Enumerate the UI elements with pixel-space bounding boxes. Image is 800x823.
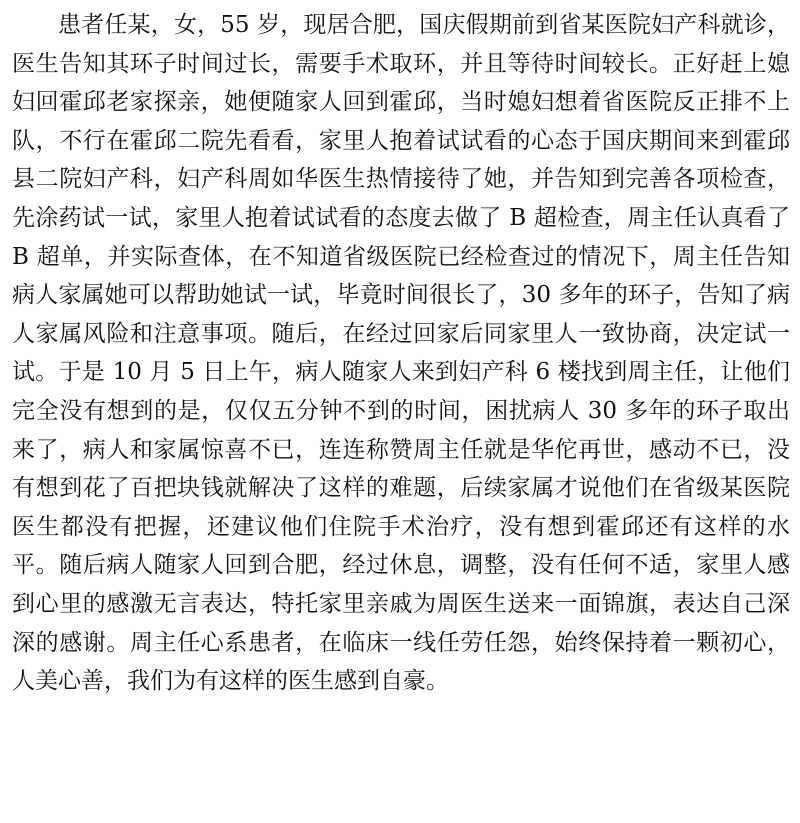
article-paragraph: 患者任某，女，55 岁，现居合肥，国庆假期前到省某医院妇产科就诊，医生告知其环子时间过长，需要手术取环，并且等待时间较长。正好赶上媳妇回霍邱老家探亲，她便随家人回到霍邱，当时媳妇想着省医院反正排不上队，不行在霍邱二院先看看，家里人抱着试试看的心态于国庆期间来到霍邱县二院妇产科，妇产科周如华医生热情接待了她，并告知到完善各项检查，先涂药试一试，家里人抱着试试看的态度去做了 B 超检查，周主任认真看了 B 超单，并实际查体，在不知道省级医院已经检查过的情况下，周主任告知病人家属她可以帮助她试一试，毕竟时间很长了，30 多年的环子，告知了病人家属风险和注意事项。随后，在经过回家后同家里人一致协商，决定试一试。于是 10 月 5 日上午，病人随家人来到妇产科 6 楼找到周主任，让他们完全没有想到的是，仅仅五分钟不到的时间，困扰病人 30 多年的环子取出来了，病人和家属惊喜不已，连连称赞周主任就是华佗再世，感动不已，没有想到花了百把块钱就解决了这样的难题，后续家属才说他们在省级某医院医生都没有把握，还建议他们住院手术治疗，没有想到霍邱还有这样的水平。随后病人随家人回到合肥，经过休息，调整，没有任何不适，家里人感到心里的感激无言表达，特托家里亲戚为周医生送来一面锦旗，表达自己深深的感谢。周主任心系患者，在临床一线任劳任怨，始终保持着一颗初心，人美心善，我们为有这样的医生感到自豪。: [12, 12, 790, 695]
